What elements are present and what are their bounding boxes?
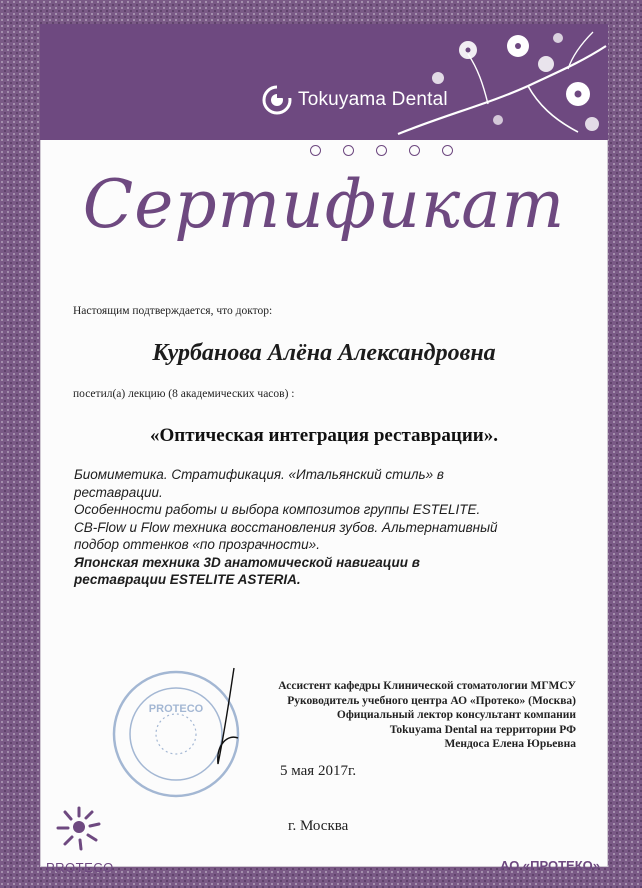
dot-icon [343,145,354,156]
certificate-paper [40,24,608,875]
dot-icon [376,145,387,156]
issue-city: г. Москва [288,818,349,834]
company-name: АО «ПРОТЕКО» [499,858,600,873]
lecturer-name: Мендоса Елена Юрьевна [444,738,576,750]
attendance-text: посетил(а) лекцию (8 академических часов) : [73,388,295,400]
dot-icon [310,145,321,156]
lecturer-signature-block [200,679,576,752]
lecturer-line: Руководитель учебного центра АО «Протеко» (Москва) [287,694,576,707]
topic-line: подбор оттенков «по прозрачности». [74,537,320,552]
lecture-title: «Оптическая интеграция реставрации». [150,425,498,446]
topic-line: CB-Flow и Flow техника восстановления зубов. Альтернативный [74,519,498,535]
topic-line: реставрации. [74,484,163,500]
recipient-name: Курбанова Алёна Александровна [152,340,496,366]
dot-icon [442,145,453,156]
tokuyama-logo-icon [262,85,292,115]
proteco-brand: PROTECO [46,860,114,875]
logo-text: Tokuyama Dental [298,89,448,110]
lecturer-line: Tokuyama Dental на территории РФ [389,723,576,736]
lecturer-line: Официальный лектор консультант компании [336,709,576,721]
topic-line-bold: реставрации ESTELITE ASTERIA. [74,572,301,587]
stamp-text: PROTECO [148,703,204,715]
topic-line-bold: Японская техника 3D анатомической навигации в [74,554,420,570]
decorative-dots [310,145,453,156]
topic-line: Особенности работы и выбора композитов группы ESTELITE. [74,502,481,517]
proteco-logo-icon [44,806,114,860]
issue-date: 5 мая 2017г. [280,763,357,779]
certificate-title: Сертификат [82,166,566,243]
header-banner [40,24,608,140]
dot-icon [409,145,420,156]
topic-line: Биомиметика. Стратификация. «Итальянский стиль» в [74,467,444,482]
lecturer-line: Ассистент кафедры Клинической стоматологии МГМСУ [278,680,576,692]
cherry-blossom-icon [378,24,608,140]
lecture-topics [74,466,594,589]
tokuyama-logo [262,84,448,116]
intro-text: Настоящим подтверждается, что доктор: [73,305,273,317]
